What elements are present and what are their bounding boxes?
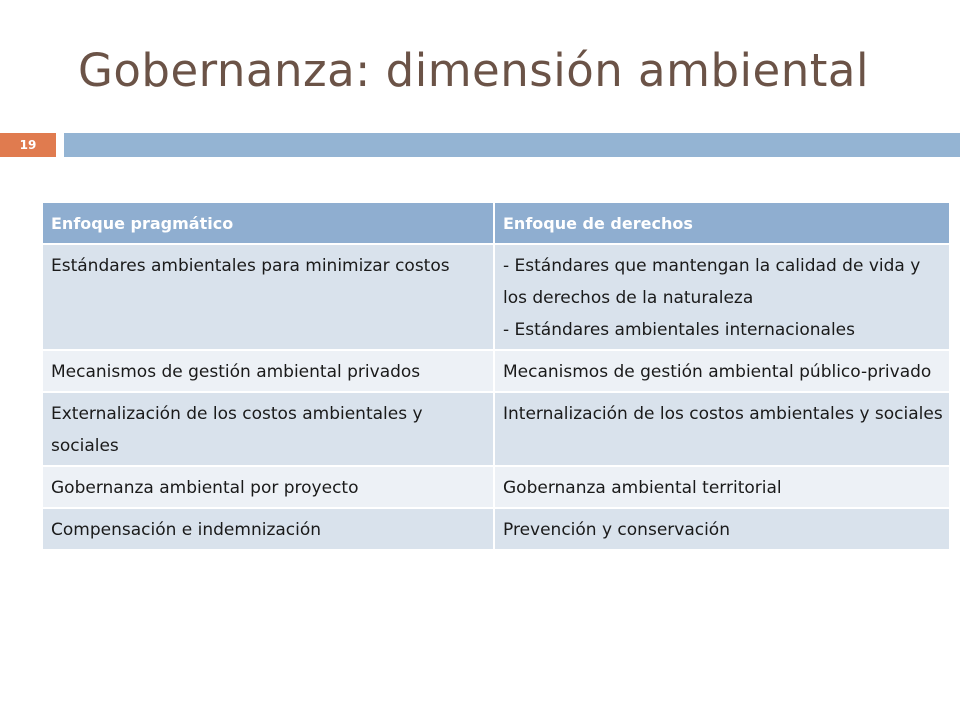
cell-line: - Estándares ambientales internacionales xyxy=(503,320,855,340)
table-cell: Mecanismos de gestión ambiental privados xyxy=(42,350,494,392)
table-cell xyxy=(494,244,950,350)
column-header-pragmatic: Enfoque pragmático xyxy=(42,202,494,244)
table-header-row xyxy=(42,202,950,244)
cell-line: - Estándares que mantengan la calidad de vida y los derechos de la naturaleza xyxy=(503,256,921,308)
slide-title: Gobernanza: dimensión ambiental xyxy=(78,44,869,97)
comparison-table xyxy=(41,201,951,551)
table-row xyxy=(42,392,950,466)
table-cell: Externalización de los costos ambientales y sociales xyxy=(42,392,494,466)
slide-number-badge: 19 xyxy=(0,133,56,157)
table-cell: Mecanismos de gestión ambiental público-privado xyxy=(494,350,950,392)
table-row xyxy=(42,244,950,350)
table-row xyxy=(42,350,950,392)
table-row xyxy=(42,466,950,508)
table-row xyxy=(42,508,950,550)
table-cell: Compensación e indemnización xyxy=(42,508,494,550)
title-accent-band xyxy=(64,133,960,157)
table-cell: Internalización de los costos ambientales y sociales xyxy=(494,392,950,466)
column-header-rights: Enfoque de derechos xyxy=(494,202,950,244)
table-cell: Estándares ambientales para minimizar costos xyxy=(42,244,494,350)
table-cell: Gobernanza ambiental territorial xyxy=(494,466,950,508)
table-cell: Gobernanza ambiental por proyecto xyxy=(42,466,494,508)
table-cell: Prevención y conservación xyxy=(494,508,950,550)
